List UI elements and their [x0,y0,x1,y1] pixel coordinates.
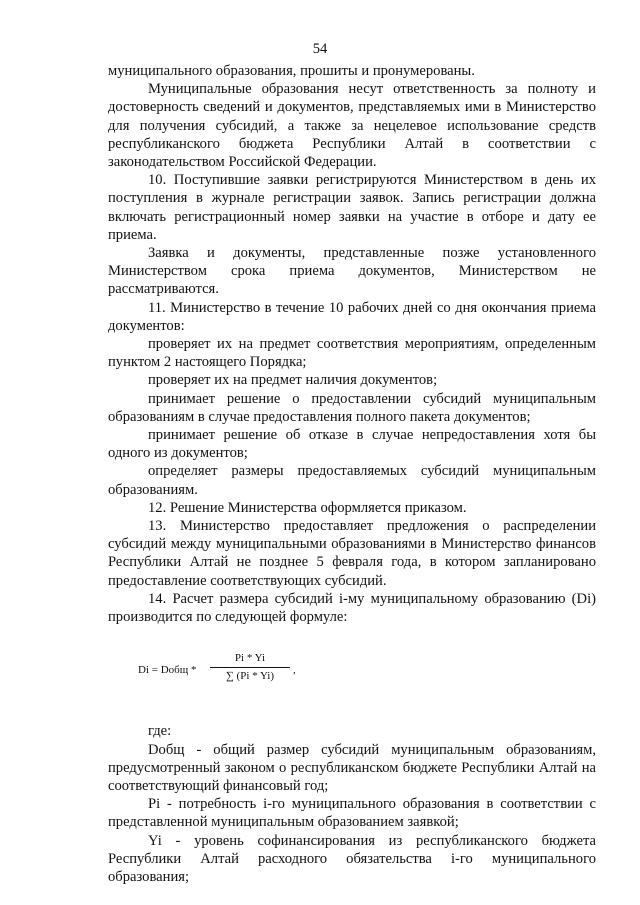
paragraph: принимает решение о предоставлении субсидий муниципальным образованиям в случае предоставления полного пакета документов; [108,390,596,425]
y-symbol: Yi [148,832,162,849]
paragraph: 14. Расчет размера субсидий i-му муниципальному образованию (Di) производится по следующей формуле: [108,590,596,626]
d-text: - общий размер субсидий муниципальным образованиям, предусмотренный законом о республиканском бюджете Республики Алтай на соответствующий финансовый год; [108,741,596,794]
formula-numerator: Pi * Yi [210,652,290,668]
paragraph: муниципального образования, прошиты и пронумерованы. [108,63,475,79]
paragraph: определяет размеры предоставляемых субсидий муниципальным образованиям. [108,463,596,498]
document-body [108,62,596,886]
where-label: где: [148,723,172,740]
definition-p [108,795,596,831]
formula-denominator: ∑ (Pi * Yi) [225,670,275,683]
formula-comma: , [293,664,296,677]
paragraph: Муниципальные образования несут ответственность за полноту и достоверность сведений и документов, представляемых ими в Министерство для получения субсидий, а также за нецелевое использование средств республиканского бюджета Республики Алтай в соответствии с законодательством Российской Федерации. [108,81,596,171]
d-symbol: Dобщ [148,741,185,758]
definition-d [108,741,596,796]
p-symbol: Pi [148,796,161,813]
paragraph: 10. Поступившие заявки регистрируются Министерством в день их поступления в журнале регистрации заявок. Запись регистрации должна включать регистрационный номер заявки на участие в отборе и дату ее приема. [108,172,596,243]
subsidy-formula [108,644,596,700]
formula-lhs: Di = Dобщ * [138,664,197,677]
definition-y [108,832,596,887]
paragraph: Заявка и документы, представленные позже установленного Министерством срока приема документов, Министерством не рассматриваются. [108,245,596,298]
formula-fraction [210,652,290,683]
paragraph: 13. Министерство предоставляет предложения о распределении субсидий между муниципальными образованиями в Министерство финансов Республики Алтай не позднее 5 февраля года, в котором запланировано предоставление соответствующих субсидий. [108,518,596,589]
y-text: - уровень софинансирования из республиканского бюджета Республики Алтай расходного обязательства i-го муниципального образования; [108,832,596,885]
paragraph: 12. Решение Министерства оформляется приказом. [148,499,467,516]
paragraph: принимает решение об отказе в случае непредоставления хотя бы одного из документов; [108,427,596,462]
paragraph: проверяет их на предмет соответствия мероприятиям, определенным пунктом 2 настоящего Порядка; [108,336,596,371]
page-number: 54 [312,41,328,57]
paragraph: проверяет их на предмет наличия документов; [148,372,438,389]
p-text: - потребность i-го муниципального образования в соответствии с представленной муниципальным образованием заявкой; [108,796,596,831]
paragraph: 11. Министерство в течение 10 рабочих дней со дня окончания приема документов: [108,299,596,334]
